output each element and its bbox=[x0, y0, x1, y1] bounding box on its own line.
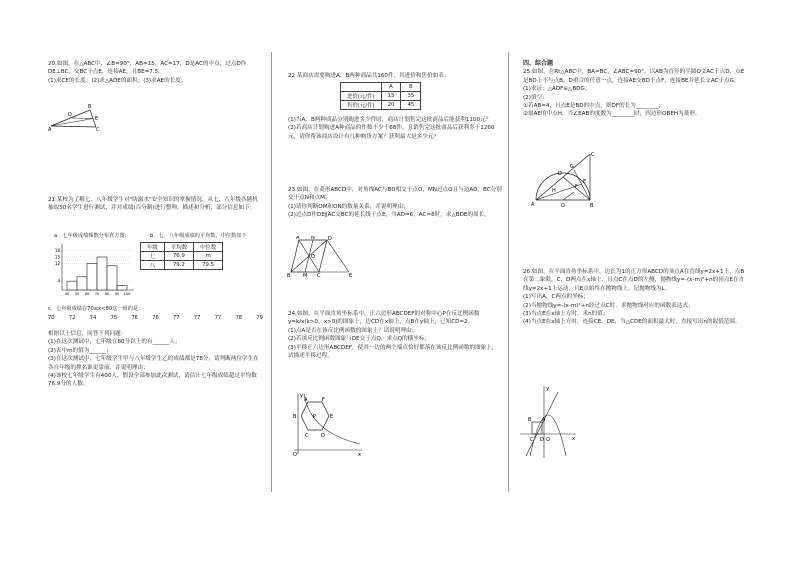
histogram-x-tick: 40 bbox=[64, 292, 70, 296]
q22-p1: (1)当A、B两种商品分别购进多少件时，商店计划售完这批商品后能获利1100元？ bbox=[288, 117, 492, 123]
q21-table-cell: 七 bbox=[141, 252, 165, 261]
question-26 bbox=[523, 268, 748, 327]
q22-table-row bbox=[341, 101, 421, 110]
q21-table-header: 中位数 bbox=[193, 243, 222, 252]
q22-table-cell: 15 bbox=[381, 92, 401, 101]
q21-chart-a-title: a．七年级成绩频数分布直方图： bbox=[54, 233, 130, 239]
q20-figure bbox=[48, 96, 108, 132]
q23-label-e: E bbox=[349, 273, 353, 278]
q25-p1: (1)求证：△ADF≌△BDG； bbox=[523, 86, 591, 93]
q20-parts: (1)求CE的长度；(2)求△ADE的面积；(3)求AE的长度。 bbox=[48, 77, 187, 84]
histogram-x-tick: 90 bbox=[114, 292, 120, 296]
histogram-bar bbox=[67, 281, 77, 290]
q26-label-o: O bbox=[546, 437, 550, 443]
q21-list-c-value: 74 bbox=[89, 315, 97, 321]
question-20 bbox=[48, 60, 263, 85]
q22-table-cell: 20 bbox=[381, 101, 401, 110]
q22-table-header: B bbox=[401, 83, 421, 92]
q20-label-b: B bbox=[88, 104, 92, 110]
q26-p3: (3)当点E在x轴上方时，求n的值； bbox=[523, 311, 609, 318]
q24-stem: 24.如图，在平面直角坐标系中，正六边形ABCDEF的对称中心P在反比例函数y=k/x(k>0，x>0)的图象上，边CD在x轴上，点B在y轴上，已知CD=2。 bbox=[288, 311, 480, 326]
histogram-bar bbox=[97, 257, 107, 290]
q22-table-header: A bbox=[381, 83, 401, 92]
q23-figure bbox=[287, 236, 359, 278]
histogram-bar bbox=[77, 277, 87, 290]
q26-label-d: D bbox=[540, 437, 544, 443]
section-4 bbox=[523, 60, 748, 119]
q21-table-row bbox=[141, 261, 223, 270]
q20-stem: 20.如图，在△ABC中，∠B=90°，AB=15，AC=17，D是AC的中点，过点D作DE⊥BC，交BC于点E，连接AE，且BE=7.5。 bbox=[48, 61, 247, 76]
q24-p1: (1)点A是否在该反比例函数的图象上？请说明理由； bbox=[288, 327, 418, 334]
q21-table-row bbox=[141, 252, 223, 261]
question-23 bbox=[288, 186, 503, 220]
q22-table-cell: 售价(元/件) bbox=[341, 101, 382, 110]
q21-table-cell: 76.9 bbox=[164, 252, 193, 261]
q23-label-a: A bbox=[296, 236, 300, 241]
histogram-bar bbox=[87, 264, 97, 290]
q21-q2: (2)表中m的值为______； bbox=[48, 347, 112, 354]
q25-p2: (2)填空： bbox=[523, 94, 548, 101]
q22-table bbox=[340, 82, 421, 110]
q22-table-cell: 45 bbox=[401, 101, 421, 110]
q20-label-e: E bbox=[95, 116, 99, 122]
q21-list-c-value: 75 bbox=[110, 315, 118, 321]
q21-q4: (4)该校七年级学生有400人，假设全部参加此次测试，请估计七年级成绩超过平均数76.9分的人数。 bbox=[48, 373, 257, 388]
q23-p1: (1)请你判断OM和ON的数量关系，并说明理由； bbox=[288, 203, 409, 210]
histogram-bar bbox=[117, 286, 127, 290]
q21-histogram bbox=[48, 240, 138, 298]
q25-label-e: E bbox=[583, 179, 587, 185]
histogram-bar bbox=[107, 266, 117, 290]
q21-list-c-value: 70 bbox=[48, 315, 55, 321]
q23-label-b: B bbox=[287, 273, 291, 278]
question-22 bbox=[288, 72, 503, 80]
q24-label-o: O bbox=[293, 452, 297, 458]
question-21 bbox=[48, 196, 263, 213]
q21-table-cell: 79.2 bbox=[164, 261, 193, 270]
q24-label-e: E bbox=[330, 414, 334, 420]
q24-label-p: P bbox=[313, 414, 317, 420]
q26-label-x: x bbox=[572, 436, 575, 442]
histogram-x-tick: 70 bbox=[94, 292, 100, 296]
q21-table-b-title: b．七、八年级成绩的平均数、中位数如下 bbox=[150, 233, 247, 239]
q21-table-cell: 八 bbox=[141, 261, 165, 270]
q23-p2: (2)过点D作DE∥AC交BC的延长线于点E，当AD=6，AC=8时，求△BDE的周长。 bbox=[288, 212, 490, 219]
q25-label-d: D bbox=[558, 171, 562, 177]
q24-label-d: D bbox=[321, 433, 325, 439]
q22-stem: 22.某商店需要购进A、B两种商品共160件，其进价和售价如表： bbox=[288, 73, 450, 79]
q22-table-header bbox=[341, 83, 382, 92]
q21-list-c-value: 77 bbox=[193, 315, 201, 321]
question-24 bbox=[288, 310, 503, 360]
q26-figure bbox=[518, 384, 578, 460]
histogram-x-tick: 60 bbox=[84, 292, 90, 296]
q23-label-c: C bbox=[317, 273, 321, 278]
q22-p2: (2)若商店计划购进A种商品的件数不少于68件，且销售完这批商品后获利多于1260元，请你帮该商店设计有几种购货方案？获利最大是多少元？ bbox=[288, 125, 495, 140]
q25-label-c: C bbox=[591, 152, 595, 158]
q21-intro: 根据以上信息，回答下列问题： bbox=[48, 331, 127, 337]
histogram-x-tick: 50 bbox=[74, 292, 80, 296]
q26-label-a: A bbox=[542, 417, 546, 423]
q24-label-y: y bbox=[300, 393, 303, 399]
q22-table-row bbox=[341, 92, 421, 101]
q21-table-header: 年级 bbox=[141, 243, 165, 252]
column-1 bbox=[48, 60, 263, 85]
q26-label-b: B bbox=[528, 417, 532, 423]
q24-label-a: A bbox=[304, 397, 308, 403]
q21-list-c-value: 72 bbox=[68, 315, 76, 321]
q24-p3: (3)平移正六边形ABCDEF，使其一边的两个端点恰好都落在该反比例函数的图象上，试描述平移过程。 bbox=[288, 344, 498, 360]
q23-label-m: M bbox=[303, 273, 308, 278]
q21-list-c bbox=[48, 315, 263, 321]
q21-table-b bbox=[140, 242, 223, 270]
column-divider-right bbox=[508, 52, 509, 492]
q21-q1: (1)在这次测试中，七年级在80分以上的有______人； bbox=[48, 339, 181, 346]
q21-list-c-value: 76 bbox=[152, 315, 159, 321]
q23-label-n: N bbox=[311, 236, 315, 241]
histogram-y-tick: 4 bbox=[57, 278, 60, 284]
q24-figure bbox=[292, 392, 364, 458]
q26-label-y: y bbox=[546, 386, 549, 392]
q21-list-c-value: 77 bbox=[172, 315, 180, 321]
q20-label-c: C bbox=[96, 127, 100, 132]
q25-label-g: G bbox=[570, 164, 574, 170]
q21-list-c-value: 76 bbox=[131, 315, 138, 321]
q21-list-c-value: 78 bbox=[235, 315, 243, 321]
q24-label-x: x bbox=[358, 452, 361, 458]
histogram-y-tick: 12 bbox=[54, 261, 60, 267]
q24-label-c: C bbox=[305, 433, 309, 439]
q22-table-cell: 35 bbox=[401, 92, 421, 101]
q25-label-a: A bbox=[531, 202, 535, 208]
q21-table-header-row bbox=[141, 243, 223, 252]
q26-stem: 26.如图，在平面直角坐标系中，边长为1的正方形ABCD的顶点A在直线y=2x+1上，点B在第二象限，C，D两点在x轴上，且点C在点D的左侧，抛物线y=-(x-m)²+n的顶点E在直线y=2x+1上运动，且E点始终在抛物线上，记抛物线为L。 bbox=[523, 269, 745, 292]
q25-stem: 25.如图，在Rt△ABC中，BA=BC，∠ABC=90°，以AB为直径的半圆O交AC于点D，点E是BD上不与点B，D重合的任意一点，连接AE交BD于点F，连接BE并延长交AC于点G。 bbox=[523, 69, 745, 84]
q20-label-a: A bbox=[48, 127, 52, 132]
histogram-y-tick: 18 bbox=[54, 247, 60, 253]
q24-p2: (2)若该反比例函数图象与DE交于点Q，求点Q的横坐标； bbox=[288, 336, 431, 343]
q21-stem: 21.某校为了解七、八年级学生对"防溺水"安全知识的掌握情况，从七、八年级各随机抽取50名学生进行测试，并对成绩(百分制)进行整理、描述和分析，部分信息如下： bbox=[48, 197, 258, 212]
q25-label-b: B bbox=[590, 203, 594, 209]
q22-parts bbox=[288, 116, 503, 141]
q21-list-c-title: c．七年级成绩在70≤x<80这一组的是： bbox=[48, 306, 144, 312]
q26-label-c: C bbox=[530, 437, 534, 443]
q21-table-cell: 79.5 bbox=[193, 261, 222, 270]
histogram-x-tick: 100 bbox=[123, 292, 131, 296]
q23-label-o: O bbox=[311, 254, 315, 260]
q21-table-header: 平均数 bbox=[164, 243, 193, 252]
q25-p2a: ①若AB=4，且点E是BD的中点，则DF的长为________； bbox=[523, 103, 664, 110]
histogram-y-tick: 15 bbox=[54, 254, 60, 260]
q25-label-h: H bbox=[552, 188, 556, 194]
q25-figure bbox=[530, 150, 600, 212]
q26-p2: (2)当抛物线y=-(x-m)²+n经过点C时，求抛物线对应的函数表达式； bbox=[523, 302, 694, 309]
q24-label-f: F bbox=[322, 397, 325, 403]
q25-p2b: ②取AE的中点H，当∠EAB的度数为________时，四边形OBEH为菱形。 bbox=[523, 111, 701, 118]
q25-label-o: O bbox=[561, 203, 565, 209]
q21-q3: (3)在这次测试中，七年级学生甲与八年级学生乙的成绩都是78分，请判断两位学生在各自年级的排名谁更靠前，并说明理由； bbox=[48, 356, 259, 371]
q21-list-c-value: 79 bbox=[256, 315, 263, 321]
q21-list-c-value: 77 bbox=[214, 315, 222, 321]
q24-label-b: B bbox=[293, 414, 297, 420]
q22-table-header-row bbox=[341, 83, 421, 92]
histogram-x-tick: 80 bbox=[104, 292, 110, 296]
q20-label-d: D bbox=[68, 112, 72, 118]
q21-questions bbox=[48, 330, 263, 389]
column-divider-left bbox=[271, 52, 272, 492]
q26-p1: (1)写出A，C两点的坐标； bbox=[523, 294, 589, 301]
q22-table-cell: 进价(元/件) bbox=[341, 92, 382, 101]
section-4-title: 四、综合题 bbox=[523, 60, 554, 67]
q23-stem: 23.如图，在菱形ABCD中，对角线AC与BD相交于点O，MN过点O且与边AD、BC分别交于点N和点M。 bbox=[288, 187, 502, 202]
q21-table-cell: m bbox=[193, 252, 222, 261]
q26-p4: (4)当点E在x轴上方时，连接CE、DE，当△CDE的面积最大时，直接写出n的取值范围。 bbox=[523, 319, 741, 326]
q25-label-f: F bbox=[575, 184, 578, 190]
q23-label-d: D bbox=[328, 236, 332, 242]
